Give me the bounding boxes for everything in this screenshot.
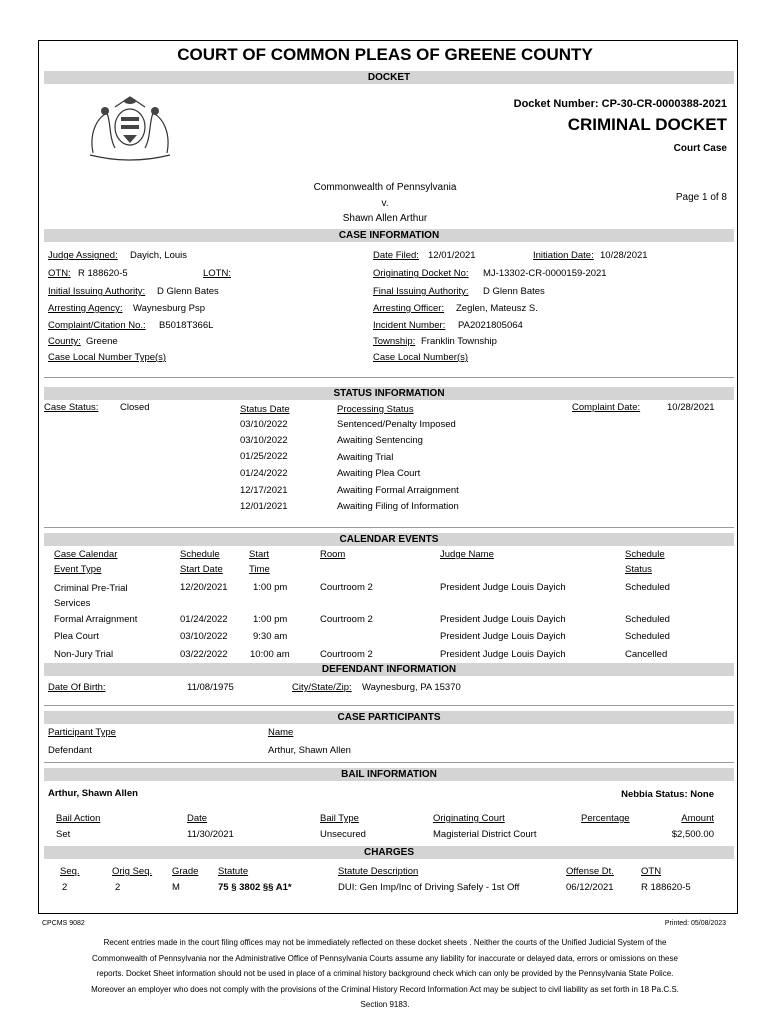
complaint-date-value: 10/28/2021 xyxy=(667,402,715,413)
county-value: Greene xyxy=(86,336,118,347)
charge-grade: M xyxy=(172,882,180,893)
charge-otn-header: OTN xyxy=(641,866,662,877)
initiation-date-value: 10/28/2021 xyxy=(600,250,648,261)
calendar-judge: President Judge Louis Dayich xyxy=(440,631,566,642)
defendant-information-bar: DEFENDANT INFORMATION xyxy=(44,663,734,676)
status-date: 03/10/2022 xyxy=(240,435,288,446)
initial-authority-value: D Glenn Bates xyxy=(157,286,219,297)
bail-action-header: Bail Action xyxy=(56,813,101,824)
lotn-label: LOTN: xyxy=(203,268,231,279)
calendar-date: 03/22/2022 xyxy=(180,649,228,660)
incident-number-label: Incident Number: xyxy=(373,320,446,331)
calendar-room: Courtroom 2 xyxy=(320,614,373,625)
calendar-status: Scheduled xyxy=(625,614,670,625)
court-title: COURT OF COMMON PLEAS OF GREENE COUNTY xyxy=(177,45,593,64)
calendar-status-header: Status xyxy=(625,564,652,575)
final-authority-label: Final Issuing Authority: xyxy=(373,286,469,297)
processing-status: Awaiting Plea Court xyxy=(337,468,421,479)
originating-docket-label: Originating Docket No: xyxy=(373,268,469,279)
charge-description-header: Statute Description xyxy=(338,866,419,877)
final-authority-value: D Glenn Bates xyxy=(483,286,545,297)
status-date: 12/01/2021 xyxy=(240,501,288,512)
calendar-room: Courtroom 2 xyxy=(320,582,373,593)
court-case-label: Court Case xyxy=(673,143,727,154)
charge-otn: R 188620-5 xyxy=(641,882,691,893)
arresting-officer-label: Arresting Officer: xyxy=(373,303,445,314)
dob-label: Date Of Birth: xyxy=(48,682,106,693)
originating-docket-value: MJ-13302-CR-0000159-2021 xyxy=(483,268,607,279)
bail-date-header: Date xyxy=(187,813,208,824)
bail-amount: $2,500.00 xyxy=(671,829,714,840)
nebbia-status: Nebbia Status: None xyxy=(621,789,714,800)
calendar-event-type: Plea Court xyxy=(54,631,99,642)
bail-person: Arthur, Shawn Allen xyxy=(48,788,138,799)
calendar-time: 1:00 pm xyxy=(253,614,288,625)
originating-court-header: Originating Court xyxy=(433,813,505,824)
docket-number: Docket Number: CP-30-CR-0000388-2021 xyxy=(513,98,727,110)
charge-offense-date-header: Offense Dt. xyxy=(566,866,614,877)
charge-seq-header: Seq. xyxy=(60,866,80,877)
case-status-value: Closed xyxy=(120,402,150,413)
calendar-judge: President Judge Louis Dayich xyxy=(440,582,566,593)
case-status-label: Case Status: xyxy=(44,402,99,413)
charge-description: DUI: Gen Imp/Inc of Driving Safely - 1st Off xyxy=(338,882,520,893)
calendar-type-header: Case Calendar xyxy=(54,549,118,560)
calendar-event-type: Criminal Pre-Trial xyxy=(54,583,128,594)
status-date: 12/17/2021 xyxy=(240,485,288,496)
township-label: Township: xyxy=(373,336,416,347)
date-filed-value: 12/01/2021 xyxy=(428,250,476,261)
calendar-room-header: Room xyxy=(320,549,346,560)
criminal-docket-title: CRIMINAL DOCKET xyxy=(567,115,727,134)
calendar-time: 10:00 am xyxy=(250,649,290,660)
otn-label: OTN: xyxy=(48,268,71,279)
bail-information-bar: BAIL INFORMATION xyxy=(44,768,734,781)
participant-name-header: Name xyxy=(268,727,294,738)
bail-type: Unsecured xyxy=(320,829,366,840)
status-date-header: Status Date xyxy=(240,404,290,415)
complaint-number-label: Complaint/Citation No.: xyxy=(48,320,146,331)
processing-status: Sentenced/Penalty Imposed xyxy=(337,419,456,430)
complaint-date-label: Complaint Date: xyxy=(572,402,641,413)
calendar-status-header: Schedule xyxy=(625,549,665,560)
case-local-type-label: Case Local Number Type(s) xyxy=(48,352,167,363)
participant-type: Defendant xyxy=(48,745,92,756)
initial-authority-label: Initial Issuing Authority: xyxy=(48,286,146,297)
arresting-agency-label: Arresting Agency: xyxy=(48,303,123,314)
processing-status: Awaiting Formal Arraignment xyxy=(337,485,459,496)
case-local-number-label: Case Local Number(s) xyxy=(373,352,469,363)
calendar-judge-header: Judge Name xyxy=(440,549,494,560)
calendar-type-header: Event Type xyxy=(54,564,102,575)
incident-number-value: PA2021805064 xyxy=(458,320,523,331)
case-participants-bar: CASE PARTICIPANTS xyxy=(44,711,734,724)
status-date: 03/10/2022 xyxy=(240,419,288,430)
bail-date: 11/30/2021 xyxy=(187,829,234,840)
divider xyxy=(44,705,734,706)
calendar-status: Scheduled xyxy=(625,631,670,642)
bail-type-header: Bail Type xyxy=(320,813,359,824)
percentage-header: Percentage xyxy=(581,813,630,824)
township-value: Franklin Township xyxy=(421,336,497,347)
charge-statute-header: Statute xyxy=(218,866,249,877)
processing-status: Awaiting Filing of Information xyxy=(337,501,459,512)
caption-defendant: Shawn Allen Arthur xyxy=(342,213,428,224)
case-information-bar: CASE INFORMATION xyxy=(44,229,734,242)
bail-action: Set xyxy=(56,829,71,840)
pennsylvania-seal-icon xyxy=(85,93,175,161)
calendar-time: 1:00 pm xyxy=(253,582,288,593)
arresting-agency-value: Waynesburg Psp xyxy=(133,303,205,314)
participant-name: Arthur, Shawn Allen xyxy=(268,745,351,756)
status-date: 01/25/2022 xyxy=(240,451,288,462)
calendar-schedule-header: Schedule xyxy=(180,549,220,560)
caption-versus: v. xyxy=(381,198,389,209)
docket-bar: DOCKET xyxy=(44,71,734,84)
divider xyxy=(44,377,734,378)
charge-orig-seq: 2 xyxy=(115,882,121,893)
calendar-start-header: Time xyxy=(249,564,270,575)
calendar-date: 03/10/2022 xyxy=(180,631,228,642)
complaint-number-value: B5018T366L xyxy=(159,320,214,331)
dob-value: 11/08/1975 xyxy=(187,682,234,693)
calendar-judge: President Judge Louis Dayich xyxy=(440,649,566,660)
charge-seq: 2 xyxy=(62,882,68,893)
calendar-event-type: Services xyxy=(54,598,91,609)
calendar-start-header: Start xyxy=(249,549,270,560)
form-number: CPCMS 9082 xyxy=(42,920,85,927)
calendar-event-type: Non-Jury Trial xyxy=(54,649,114,660)
originating-court: Magisterial District Court xyxy=(433,829,537,840)
calendar-events-bar: CALENDAR EVENTS xyxy=(44,533,734,546)
caption-plaintiff: Commonwealth of Pennsylvania xyxy=(313,182,457,193)
processing-status: Awaiting Sentencing xyxy=(337,435,423,446)
processing-status-header: Processing Status xyxy=(337,404,414,415)
date-filed-label: Date Filed: xyxy=(373,250,419,261)
charges-bar: CHARGES xyxy=(44,846,734,859)
county-label: County: xyxy=(48,336,81,347)
calendar-status: Scheduled xyxy=(625,582,670,593)
divider xyxy=(44,762,734,763)
status-information-bar: STATUS INFORMATION xyxy=(44,387,734,400)
calendar-room: Courtroom 2 xyxy=(320,649,373,660)
calendar-schedule-header: Start Date xyxy=(180,564,223,575)
judge-label: Judge Assigned: xyxy=(48,250,118,261)
charge-offense-date: 06/12/2021 xyxy=(566,882,614,893)
processing-status: Awaiting Trial xyxy=(337,452,394,463)
disclaimer-text: Recent entries made in the court filing offices may not be immediately reflected on these docket sheets . Neither the courts of the Unified Judicial System of the Commonwealth of Pennsylvania nor the Administrative Office of Pennsylvania Courts assume any liability for inaccurate or delayed data, errors or omissions on these reports. Docket Sheet information should not be used in place of a criminal history background check which can only be provided by the Pennsylvania State Police. Moreover an employer who does not comply with the provisions of the Criminal History Record Information Act may be subject to civil liability as set forth in 18 Pa.C.S. Section 9183. xyxy=(91,938,679,1009)
judge-value: Dayich, Louis xyxy=(130,250,188,261)
otn-value: R 188620-5 xyxy=(78,268,128,279)
charge-orig-seq-header: Orig Seq. xyxy=(112,866,153,877)
status-date: 01/24/2022 xyxy=(240,468,288,479)
calendar-judge: President Judge Louis Dayich xyxy=(440,614,566,625)
city-state-zip-value: Waynesburg, PA 15370 xyxy=(362,682,461,693)
city-state-zip-label: City/State/Zip: xyxy=(292,682,352,693)
calendar-status: Cancelled xyxy=(625,649,668,660)
charge-statute: 75 § 3802 §§ A1* xyxy=(218,882,292,893)
amount-header: Amount xyxy=(681,813,714,824)
calendar-event-type: Formal Arraignment xyxy=(54,614,138,625)
calendar-date: 12/20/2021 xyxy=(180,582,228,593)
charge-grade-header: Grade xyxy=(172,866,199,877)
arresting-officer-value: Zeglen, Mateusz S. xyxy=(456,303,538,314)
initiation-date-label: Initiation Date: xyxy=(533,250,594,261)
calendar-date: 01/24/2022 xyxy=(180,614,228,625)
participant-type-header: Participant Type xyxy=(48,727,116,738)
page-number: Page 1 of 8 xyxy=(675,192,727,203)
printed-date: Printed: 05/08/2023 xyxy=(664,920,726,927)
calendar-time: 9:30 am xyxy=(253,631,288,642)
divider xyxy=(44,527,734,528)
